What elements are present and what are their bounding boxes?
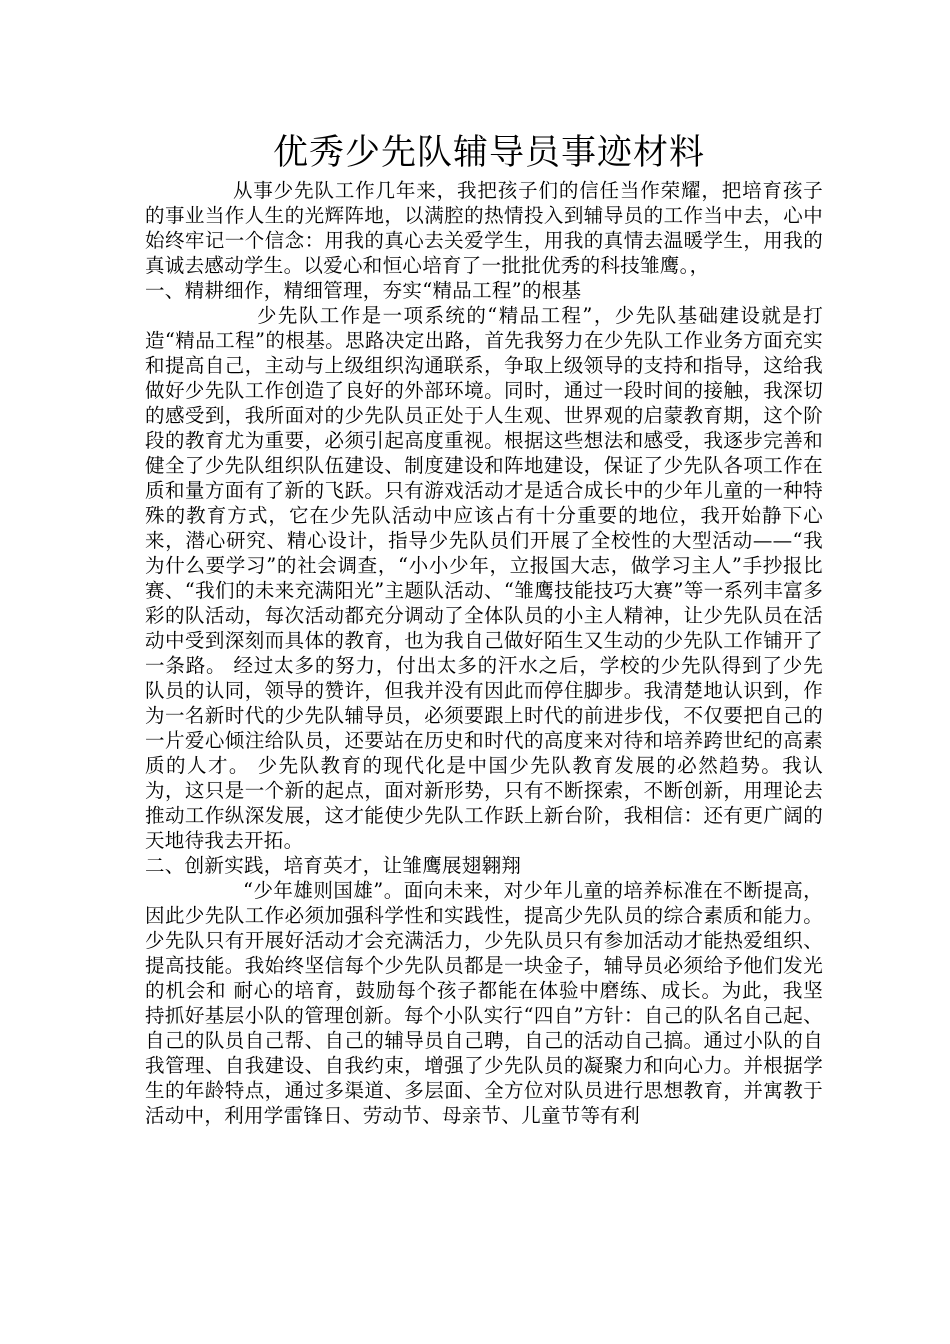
intro-paragraph: 从事少先队工作几年来，我把孩子们的信任当作荣耀，把培育孩子的事业当作人生的光辉阵地，以满腔的热情投入到辅导员的工作当中去，心中始终牢记一个信念：用我的真心去关爱学生，用我的真情去温暖学生，用我的真诚去感动学生。以爱心和恒心培育了一批批优秀的科技雏鹰。，	[145, 179, 823, 277]
section-body-1: 少先队工作是一项系统的“精品工程”，少先队基础建设就是打造“精品工程”的根基。思路决定出路，首先我努力在少先队工作业务方面充实和提高自己，主动与上级组织沟通联系，争取上级领导的支持和指导，这给我做好少先队工作创造了良好的外部环境。同时，通过一段时间的接触，我深切的感受到，我所面对的少先队员正处于人生观、世界观的启蒙教育期，这个阶段的教育尤为重要，必须引起高度重视。根据这些想法和感受，我逐步完善和健全了少先队组织队伍建设、制度建设和阵地建设，保证了少先队各项工作在质和量方面有了新的飞跃。只有游戏活动才是适合成长中的少年儿童的一种特殊的教育方式，它在少先队活动中应该占有十分重要的地位，我开始静下心来，潜心研究、精心设计，指导少先队员们开展了全校性的大型活动——“我为什么要学习”的社会调查，“小小少年，立报国大志，做学习主人”手抄报比赛、“我们的未来充满阳光”主题队活动、“雏鹰技能技巧大赛”等一系列丰富多彩的队活动，每次活动都充分调动了全体队员的小主人精神，让少先队员在活动中受到深刻而具体的教育，也为我自己做好陌生又生动的少先队工作铺开了一条路。 经过太多的努力，付出太多的汗水之后，学校的少先队得到了少先队员的认同，领导的赞许，但我并没有因此而停住脚步。我清楚地认识到，作为一名新时代的少先队辅导员，必须要跟上时代的前进步伐，不仅要把自己的一片爱心倾注给队员，还要站在历史和时代的高度来对待和培养跨世纪的高素质的人才。 少先队教育的现代化是中国少先队教育发展的必然趋势。我认为，这只是一个新的起点，面对新形势，只有不断探索，不断创新，用理论去推动工作纵深发展，这才能使少先队工作跃上新台阶，我相信：还有更广阔的天地待我去开拓。	[145, 304, 823, 852]
document-body	[145, 128, 823, 1128]
section-heading-2: 二、创新实践，培育英才，让雏鹰展翅翱翔	[145, 854, 522, 877]
section-heading-1: 一、精耕细作，精细管理，夯实“精品工程”的根基	[145, 279, 582, 302]
document-title: 优秀少先队辅导员事迹材料	[273, 133, 706, 173]
section-body-2: “少年雄则国雄”。面向未来，对少年儿童的培养标准在不断提高，因此少先队工作必须加强科学性和实践性，提高少先队员的综合素质和能力。少先队只有开展好活动才会充满活力，少先队员只有参加活动才能热爱组织、提高技能。我始终坚信每个少先队员都是一块金子，辅导员必须给予他们发光的机会和 耐心的培育，鼓励每个孩子都能在体验中磨练、成长。为此，我坚持抓好基层小队的管理创新。每个小队实行“四自”方针：自己的队名自己起、自己的队员自己帮、自己的辅导员自己聘，自己的活动自己搞。通过小队的自我管理、自我建设、自我约束，增强了少先队员的凝聚力和向心力。并根据学生的年龄特点，通过多渠道、多层面、全方位对队员进行思想教育，并寓教于活动中，利用学雷锋日、劳动节、母亲节、儿童节等有利	[145, 879, 823, 1127]
